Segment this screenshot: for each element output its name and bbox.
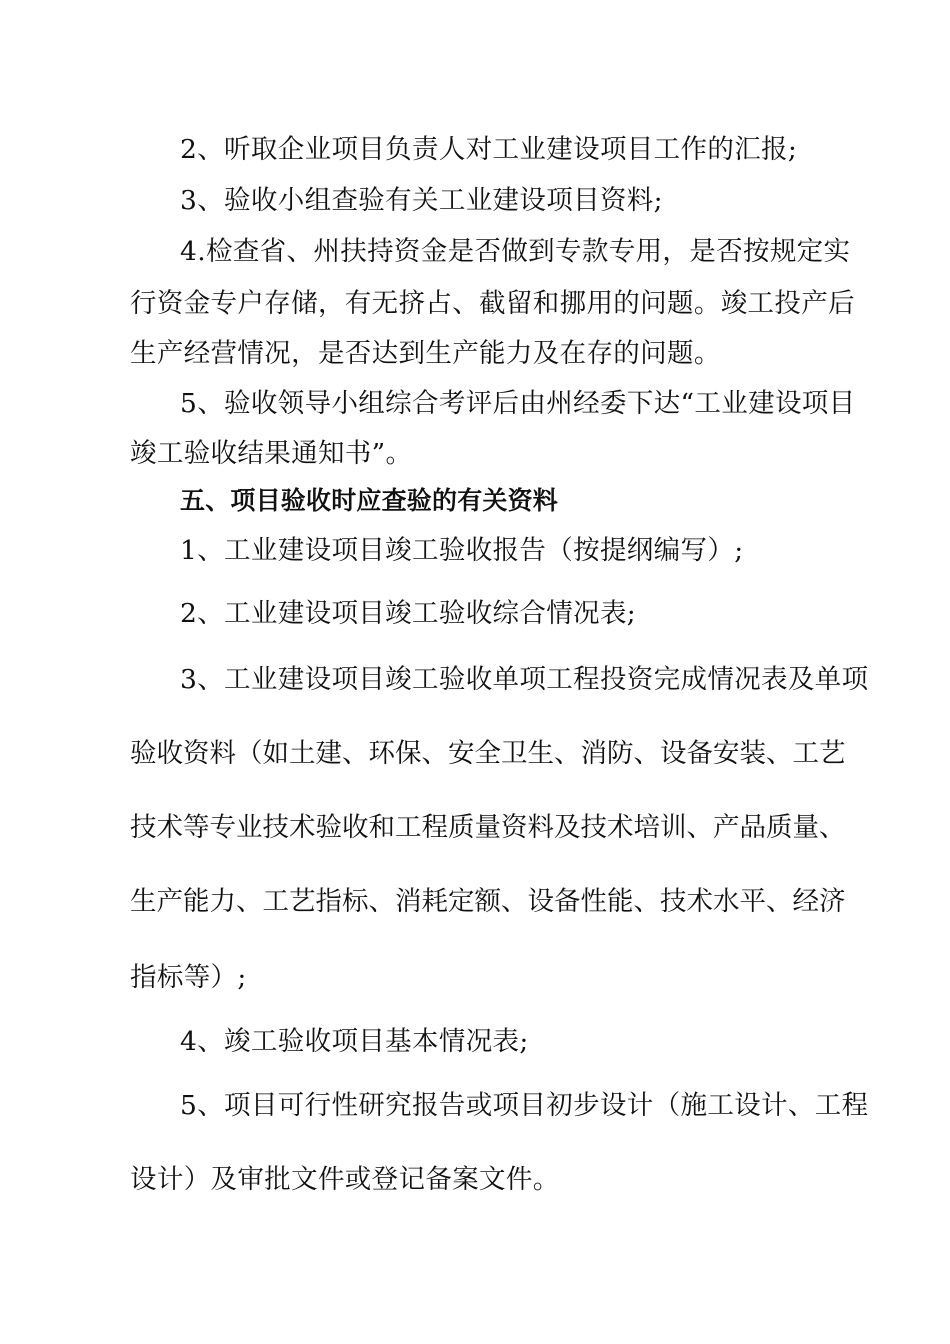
list-item-3-line-4: 生产能力、工艺指标、消耗定额、设备性能、技术水平、经济 [130,886,846,917]
list-item-5-line-1: 5、项目可行性研究报告或项目初步设计（施工设计、工程 [180,1090,869,1121]
list-item-4-basic-table: 4、竣工验收项目基本情况表; [180,1026,529,1057]
paragraph-item-4-line-1: 4.检查省、州扶持资金是否做到专款专用，是否按规定实 [180,236,851,267]
section-heading-5: 五、项目验收时应查验的有关资料 [180,486,559,515]
list-item-3-line-5: 指标等）; [130,962,247,993]
list-item-3-line-1: 3、工业建设项目竣工验收单项工程投资完成情况表及单项 [180,664,869,695]
list-item-3-line-2: 验收资料（如土建、环保、安全卫生、消防、设备安装、工艺 [130,738,846,769]
list-item-5-line-2: 设计）及审批文件或登记备案文件。 [130,1164,560,1195]
list-item-2-summary-table: 2、工业建设项目竣工验收综合情况表; [180,598,637,629]
paragraph-item-4-line-3: 生产经营情况，是否达到生产能力及在存的问题。 [130,338,721,369]
list-item-1-report: 1、工业建设项目竣工验收报告（按提纲编写）; [180,535,744,566]
paragraph-item-5-line-1: 5、验收领导小组综合考评后由州经委下达“工业建设项目 [180,388,856,419]
paragraph-item-5-line-2: 竣工验收结果通知书”。 [130,438,413,469]
paragraph-item-3-inspect-materials: 3、验收小组查验有关工业建设项目资料; [180,185,663,216]
paragraph-item-4-line-2: 行资金专户存储，有无挤占、截留和挪用的问题。竣工投产后 [130,288,855,319]
list-item-3-line-3: 技术等专业技术验收和工程质量资料及技术培训、产品质量、 [130,812,846,843]
paragraph-item-2-report: 2、听取企业项目负责人对工业建设项目工作的汇报; [180,134,798,165]
